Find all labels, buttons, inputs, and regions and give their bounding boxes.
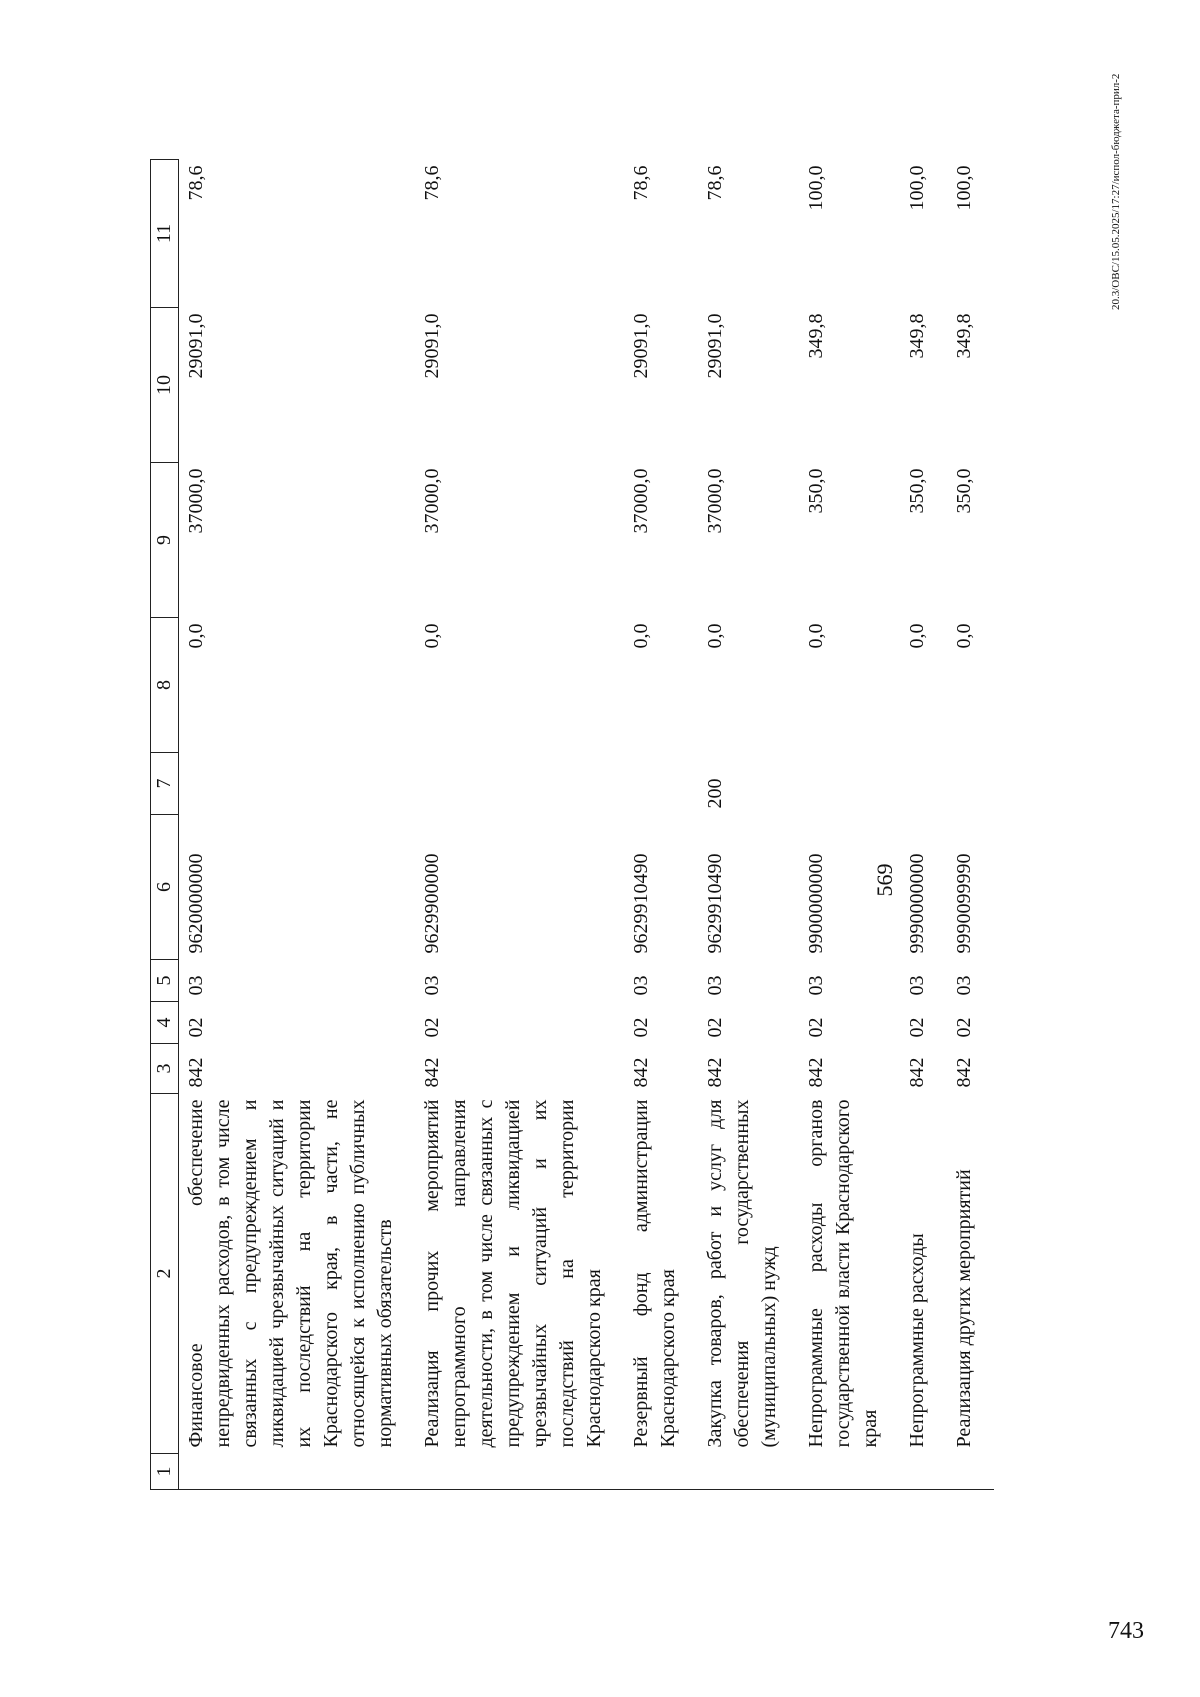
cell-section: 02 [704,1017,726,1038]
table-row [624,160,698,1490]
cell-value-11: 100,0 [906,165,928,211]
cell-description: Реализация других мероприятий [953,1169,975,1448]
cell-expense-type [947,753,994,815]
cell-value-9: 37000,0 [704,468,726,534]
cell-target-article: 9620000000 [185,853,207,954]
cell-col1 [179,1454,416,1490]
footer-reference: 20.3/OBC/15.05.2025/17:27/испол-бюджета-прил-2 [1110,73,1122,310]
cell-target-article: 9629910490 [704,853,726,954]
cell-value-10: 29091,0 [185,313,207,379]
cell-ministry-code: 842 [953,1057,975,1088]
cell-value-9: 37000,0 [185,468,207,534]
cell-subsection: 03 [185,975,207,996]
cell-target-article: 9990000000 [906,853,928,954]
cell-value-8: 0,0 [805,623,827,649]
cell-description: Реализация прочих мероприятий непрограммного направления деятельности, в том числе связанных с предупреждением и ликвидацией чрезвычайных ситуаций и их последствий на территории Краснодарского края [421,1099,605,1448]
table-row [900,160,947,1490]
table-row [179,160,416,1490]
cell-value-9: 350,0 [953,468,975,514]
cell-section: 02 [953,1017,975,1038]
cell-subsection: 03 [630,975,652,996]
cell-value-10: 29091,0 [421,313,443,379]
cell-expense-type [624,753,698,815]
cell-expense-type [415,753,624,815]
table-row [698,160,799,1490]
cell-col1 [900,1454,947,1490]
cell-expense-type [799,753,900,815]
cell-ministry-code: 842 [630,1057,652,1088]
cell-value-9: 37000,0 [421,468,443,534]
cell-description: Непрограммные расходы органов государственной власти Краснодарского края [805,1099,881,1448]
rotated-page [40,73,1140,1620]
cell-value-11: 100,0 [805,165,827,211]
column-header-7: 7 [151,753,179,815]
cell-ministry-code: 842 [421,1057,443,1088]
cell-description: Непрограммные расходы [906,1233,928,1448]
cell-section: 02 [805,1017,827,1038]
cell-section: 02 [906,1017,928,1038]
cell-description: Закупка товаров, работ и услуг для обеспечения государственных (муниципальных) нужд [704,1099,780,1448]
cell-value-8: 0,0 [185,623,207,649]
cell-col1 [624,1454,698,1490]
cell-value-9: 350,0 [805,468,827,514]
cell-subsection: 03 [704,975,726,996]
cell-value-10: 29091,0 [630,313,652,379]
cell-expense-type [179,753,416,815]
cell-value-8: 0,0 [953,623,975,649]
cell-value-11: 78,6 [185,165,207,201]
column-header-9: 9 [151,463,179,618]
cell-target-article: 9990099990 [953,853,975,954]
cell-value-11: 78,6 [704,165,726,201]
budget-table [150,159,994,1490]
cell-value-8: 0,0 [421,623,443,649]
cell-section: 02 [630,1017,652,1038]
table-row [947,160,994,1490]
cell-ministry-code: 842 [906,1057,928,1088]
column-header-10: 10 [151,308,179,463]
cell-ministry-code: 842 [704,1057,726,1088]
column-header-6: 6 [151,815,179,960]
sheet-number: 743 [1108,1618,1144,1644]
cell-value-8: 0,0 [704,623,726,649]
cell-subsection: 03 [805,975,827,996]
column-header-5: 5 [151,960,179,1002]
cell-section: 02 [421,1017,443,1038]
cell-col1 [947,1454,994,1490]
column-header-11: 11 [151,160,179,308]
cell-value-8: 0,0 [906,623,928,649]
cell-subsection: 03 [906,975,928,996]
cell-value-10: 349,8 [906,313,928,359]
cell-value-8: 0,0 [630,623,652,649]
cell-value-11: 78,6 [630,165,652,201]
cell-value-11: 78,6 [421,165,443,201]
cell-subsection: 03 [421,975,443,996]
cell-ministry-code: 842 [805,1057,827,1088]
column-header-3: 3 [151,1044,179,1094]
column-header-8: 8 [151,618,179,753]
column-header-1: 1 [151,1454,179,1490]
column-header-4: 4 [151,1002,179,1044]
cell-description: Резервный фонд администрации Краснодарского края [630,1099,679,1448]
table-header-row [151,160,179,1490]
page-number: 569 [872,863,897,897]
cell-target-article: 9629910490 [630,853,652,954]
cell-subsection: 03 [953,975,975,996]
cell-value-10: 349,8 [805,313,827,359]
cell-col1 [799,1454,900,1490]
table-row [799,160,900,1490]
cell-col1 [415,1454,624,1490]
cell-section: 02 [185,1017,207,1038]
cell-value-11: 100,0 [953,165,975,211]
cell-col1 [698,1454,799,1490]
cell-expense-type [900,753,947,815]
cell-value-10: 29091,0 [704,313,726,379]
cell-description: Финансовое обеспечение непредвиденных расходов, в том числе связанных с предупреждением и ликвидацией чрезвычайных ситуаций и их последствий на территории Краснодарского края, в части, не относящейся к исполнению публичных нормативных обязательств [185,1099,396,1448]
cell-target-article: 9629900000 [421,853,443,954]
cell-target-article: 9900000000 [805,853,827,954]
column-header-2: 2 [151,1094,179,1454]
cell-value-10: 349,8 [953,313,975,359]
cell-ministry-code: 842 [185,1057,207,1088]
cell-expense-type: 200 [704,778,726,809]
table-row [415,160,624,1490]
cell-value-9: 37000,0 [630,468,652,534]
cell-value-9: 350,0 [906,468,928,514]
